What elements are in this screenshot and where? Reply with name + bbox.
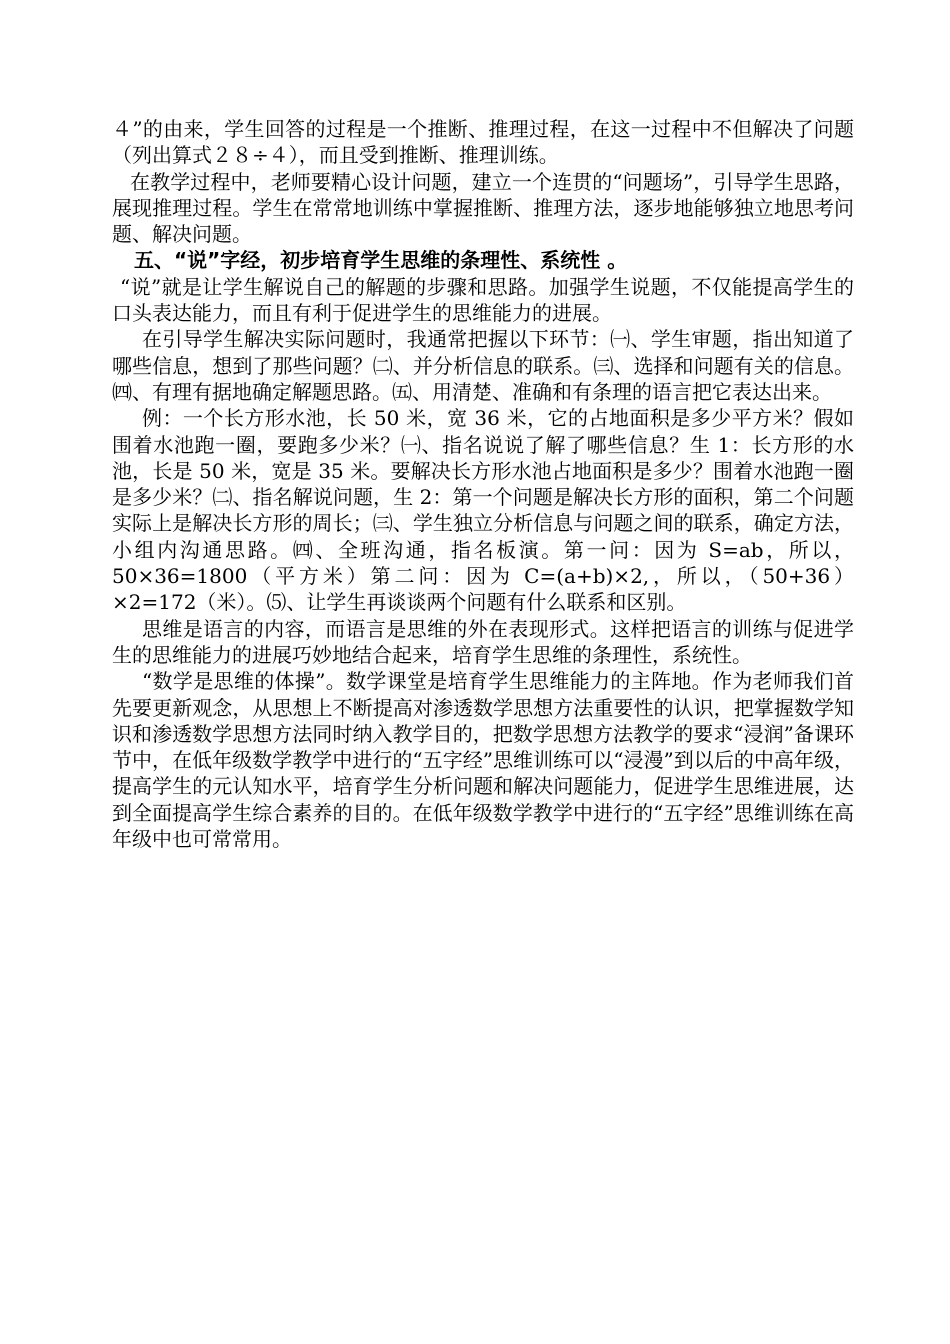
paragraph-example: 例：一个长方形水池，长 50 米，宽 36 米，它的占地面积是多少平方米？假如围着水池跑一圈，要跑多少米？㈠、指名说说了解了哪些信息？生 1：长方形的水池，长是 50 米，宽是 35 米。要解决长方形水池占地面积是多少？围着水池跑一圈是多少米？㈡、指名解说问题，生 2：第一个问题是解决长方形的面积，第二个问题实际上是解决长方形的周长；㈢、学生独立分析信息与问题之间的联系，确定方法，小组内沟通思路。㈣、全班沟通，指名板演。第一问：因为 S=ab，所以，50×36=1800（平方米）第二问：因为 C=(a+b)×2,，所以，（50+36）×2=172（米）。⑸、让学生再谈谈两个问题有什么联系和区别。 <box>112 406 854 615</box>
paragraph-conclusion: “数学是思维的体操”。数学课堂是培育学生思维能力的主阵地。作为老师我们首先要更新观念，从思想上不断提高对渗透数学思想方法重要性的认识，把掌握数学知识和渗透数学思想方法同时纳入教学目的，把数学思想方法教学的要求“浸润”备课环节中，在低年级数学教学中进行的“五字经”思维训练可以“浸漫”到以后的中高年级，提高学生的元认知水平，培育学生分析问题和解决问题能力，促进学生思维进展，达到全面提高学生综合素养的目的。在低年级数学教学中进行的“五字经”思维训练在高年级中也可常常用。 <box>112 669 854 852</box>
paragraph-reasoning-result: ４”的由来，学生回答的过程是一个推断、推理过程，在这一过程中不但解决了问题（列出算式２８÷４），而且受到推断、推理训练。 <box>112 117 854 168</box>
document-page <box>112 116 854 852</box>
paragraph-language-thinking: 思维是语言的内容，而语言是思维的外在表现形式。这样把语言的训练与促进学生的思维能力的进展巧妙地结合起来，培育学生思维的条理性，系统性。 <box>112 616 854 667</box>
paragraph-problem-field: 在教学过程中，老师要精心设计问题，建立一个连贯的“问题场”，引导学生思路，展现推理过程。学生在常常地训练中掌握推断、推理方法，逐步地能够独立地思考问题、解决问题。 <box>112 169 854 247</box>
paragraph-problem-steps: 在引导学生解决实际问题时，我通常把握以下环节：㈠、学生审题，指出知道了哪些信息，想到了那些问题？㈡、并分析信息的联系。㈢、选择和问题有关的信息。㈣、有理有据地确定解题思路。㈤、用清楚、准确和有条理的语言把它表达出来。 <box>112 327 854 404</box>
section-heading: 五、“说”字经，初步培育学生思维的条理性、系统性 。 <box>134 248 628 273</box>
paragraph-speaking-definition: “说”就是让学生解说自己的解题的步骤和思路。加强学生说题，不仅能提高学生的口头表达能力，而且有利于促进学生的思维能力的进展。 <box>112 274 854 326</box>
